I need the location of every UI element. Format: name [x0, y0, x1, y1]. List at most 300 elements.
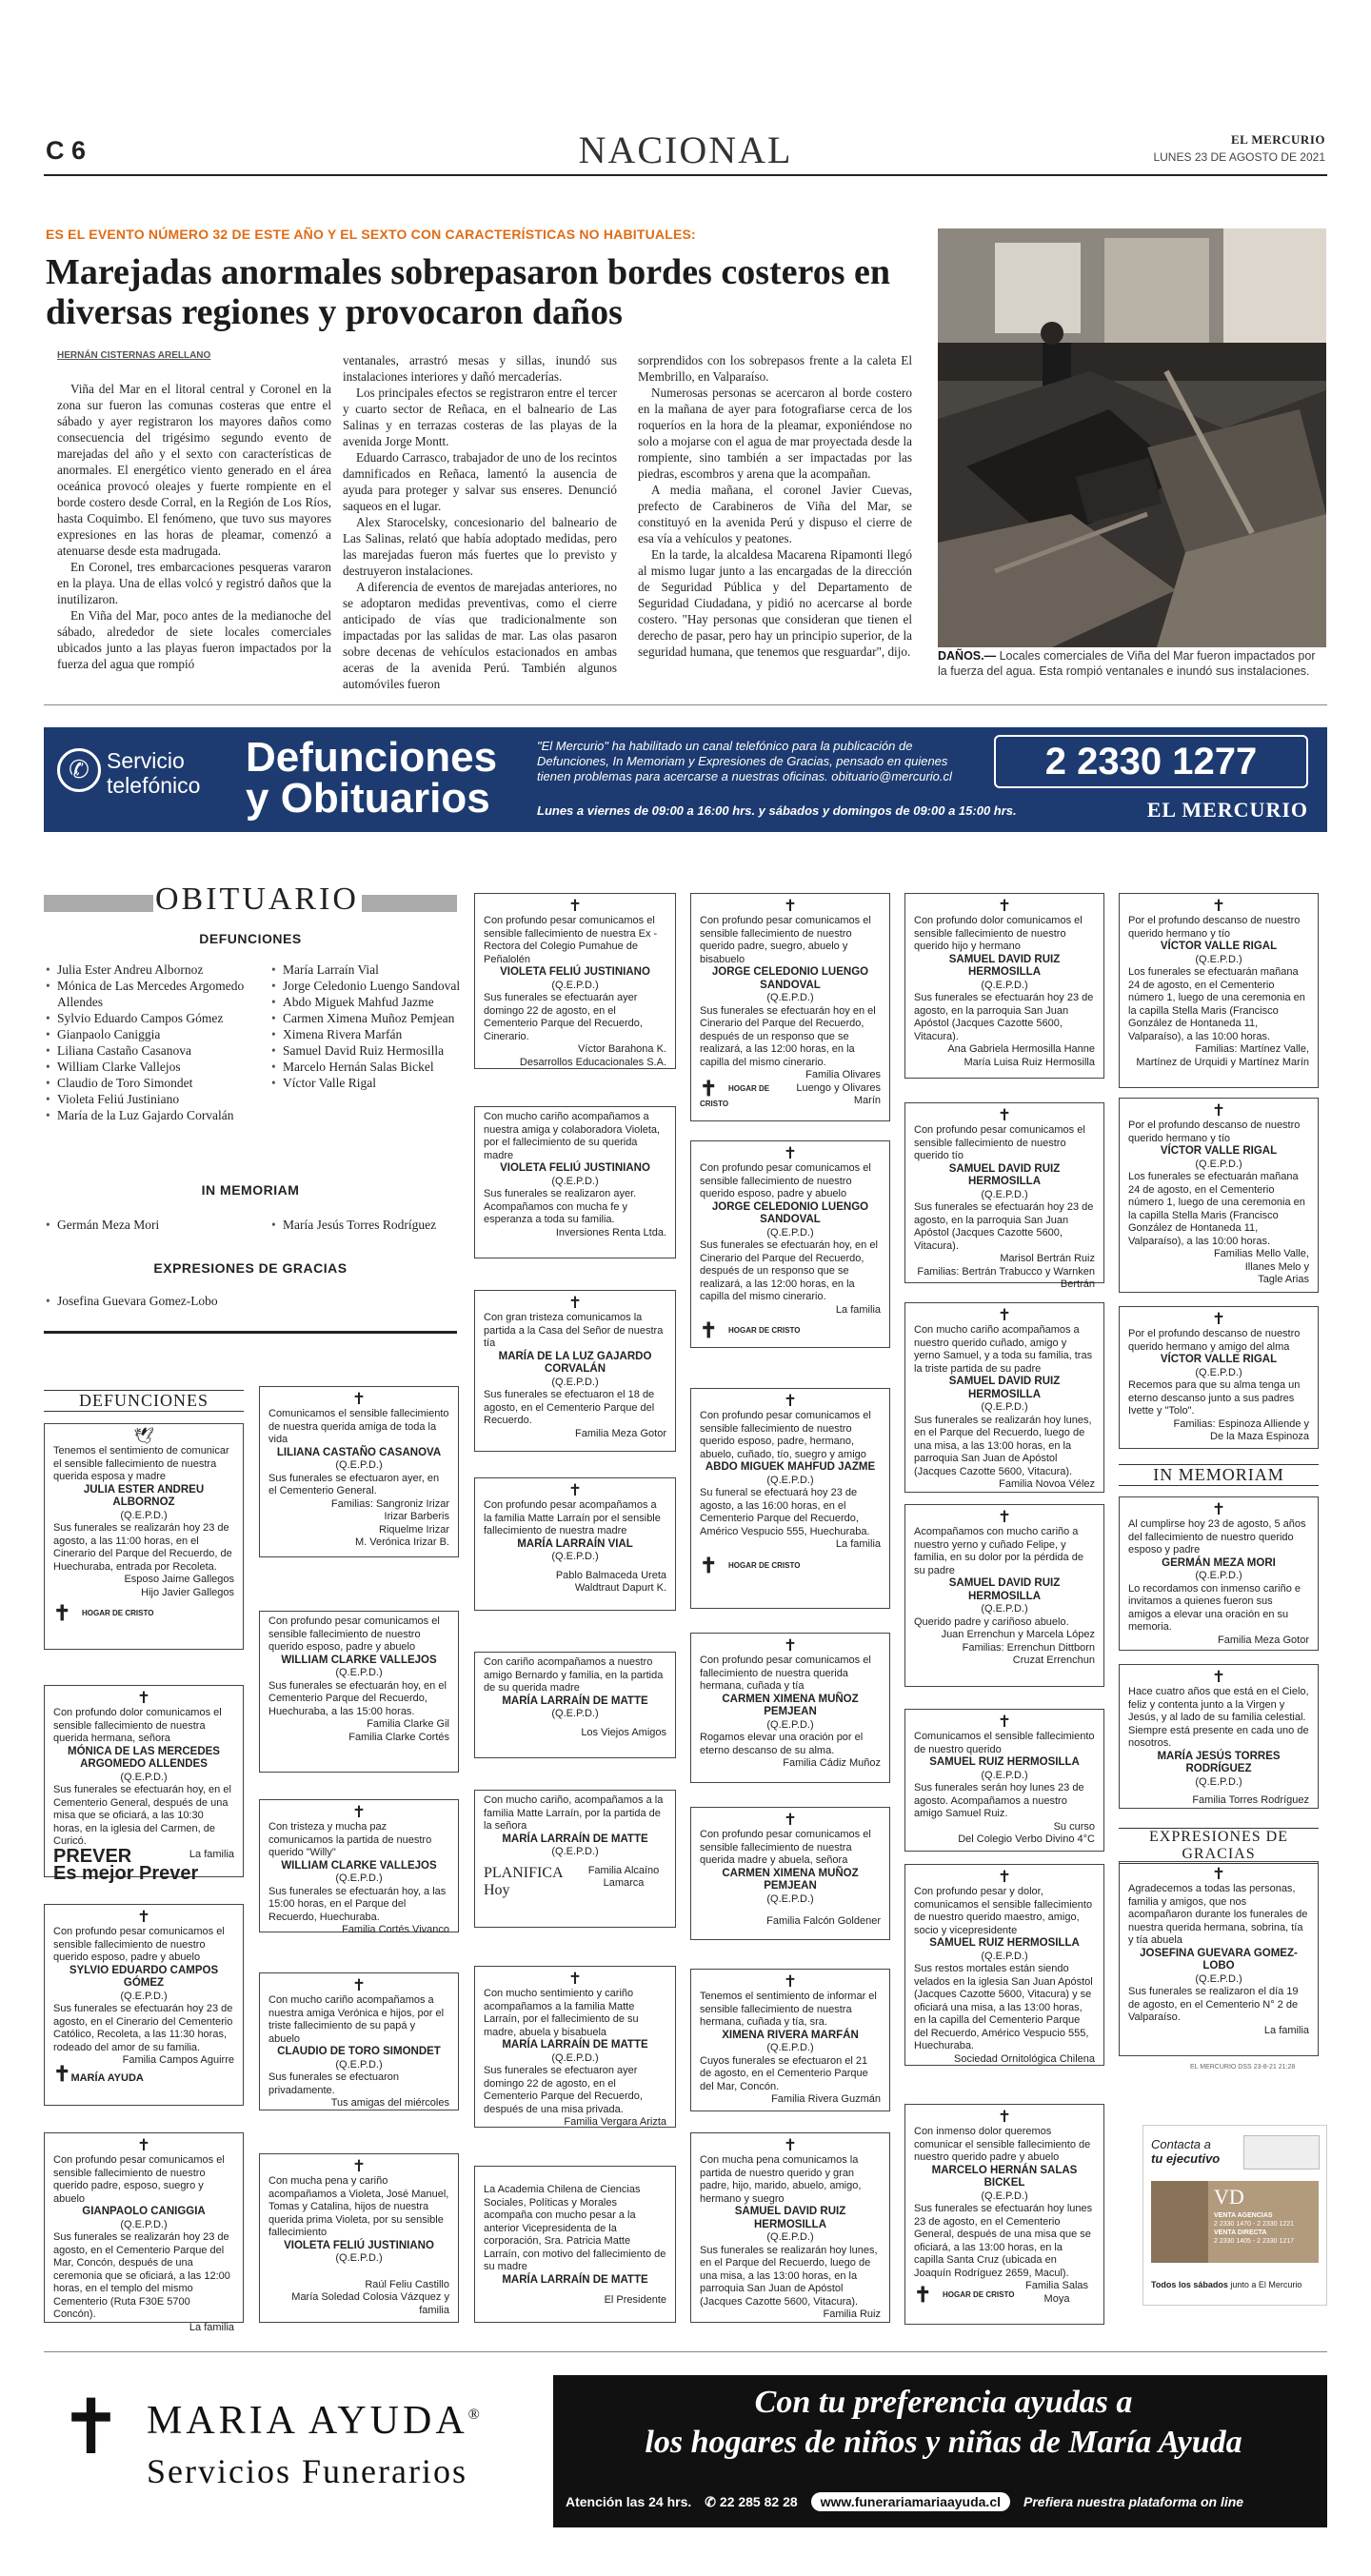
notice-qepd: (Q.E.P.D.): [1195, 1158, 1242, 1170]
notice-body: Los funerales se efectuarán mañana 24 de agosto, en el Cementerio número 1, luego de una ceremonia en la capilla Stella Maris (Francisco González de Hontaneda 11, Valparaíso), a las 10:00 horas.: [1128, 1171, 1305, 1247]
notice-qepd: (Q.E.P.D.): [335, 1459, 383, 1471]
article-photo: [938, 228, 1326, 647]
notice-qepd: (Q.E.P.D.): [1195, 1570, 1242, 1581]
notice-signature: Familia Olivares Luengo y Olivares Marín: [796, 1069, 881, 1106]
article-kicker: ES EL EVENTO NÚMERO 32 DE ESTE AÑO Y EL SEXTO CON CARACTERÍSTICAS NO HABITUALES:: [46, 227, 696, 242]
notice-body: Sus funerales se efectuaron ayer domingo 22 de agosto, en el Cementerio Parque del Recuerdo, después de una misa privada.: [484, 2065, 643, 2115]
notice-name: MARÍA JESÚS TORRES RODRÍGUEZ: [1157, 1750, 1281, 1774]
notice-signature: La familia: [835, 1303, 881, 1316]
obituary-notice: [690, 1388, 890, 1609]
notice-footer: [700, 1069, 881, 1108]
notice-body: Sus funerales se efectuarán hoy, a las 15:00 horas, en el Parque del Recuerdo, Huechuraba.: [268, 1885, 447, 1923]
obituary-notice: [1119, 1861, 1319, 2056]
hogar-de-cristo-icon: ✝: [700, 1553, 718, 1577]
notice-qepd: (Q.E.P.D.): [981, 1603, 1028, 1615]
article-column-1: [57, 381, 331, 672]
maria-ayuda-advertisement[interactable]: [44, 2375, 1327, 2527]
notice-intro: Con profundo pesar y dolor, comunicamos el sensible fallecimiento de nuestro querido maestro, amigo, socio y vicepresidente: [914, 1886, 1093, 1936]
obituary-notice: [474, 1477, 676, 1611]
logo-text: HOGAR DE CRISTO: [728, 1560, 801, 1570]
banner-logo: EL MERCURIO: [1146, 798, 1308, 822]
notice-qepd: (Q.E.P.D.): [766, 1226, 814, 1238]
notice-signature: Familia Meza Gotor: [1218, 1634, 1309, 1646]
obituary-notice: [474, 1290, 676, 1452]
index-gracias-heading: EXPRESIONES DE GRACIAS: [153, 1260, 348, 1276]
logo-text: HOGAR DE CRISTO: [728, 1326, 801, 1336]
notice-name: CARMEN XIMENA MUÑOZ PEMJEAN: [722, 1867, 859, 1892]
notice-qepd: (Q.E.P.D.): [766, 1892, 814, 1905]
cross-icon: ✝: [997, 1306, 1012, 1324]
divider: [44, 704, 1327, 705]
obituary-notice: [44, 1423, 244, 1650]
list-item: • Julia Ester Andreu Albornoz: [46, 961, 250, 978]
masthead-brand: EL MERCURIO: [1230, 132, 1325, 147]
notice-qepd: (Q.E.P.D.): [766, 2231, 814, 2243]
notice-intro: Comunicamos el sensible fallecimiento de nuestro querido: [914, 1731, 1095, 1755]
cross-icon: ✝: [783, 1972, 798, 1991]
notice-body: Sus funerales se realizaron ayer. Acompañamos con mucha fe y esperanza a toda su familia.: [484, 1188, 637, 1225]
notice-name: SAMUEL DAVID RUIZ HERMOSILLA: [948, 1376, 1061, 1400]
cross-icon: ✝: [1211, 1101, 1226, 1120]
notice-intro: Con tristeza y mucha paz comunicamos la partida de nuestro querido "Willy": [268, 1821, 432, 1858]
logo-text: HOGAR DE CRISTO: [82, 1609, 154, 1618]
notice-intro: Con profundo pesar comunicamos el sensible fallecimiento de nuestro querido tío: [914, 1124, 1085, 1161]
photo-caption: [938, 648, 1326, 679]
notice-name: WILLIAM CLARKE VALLEJOS: [281, 1654, 437, 1666]
notice-signature: Familia Campos Aguirre: [122, 2054, 234, 2066]
notice-signature: Familias: Espinoza Alliende y De la Maza Espinoza: [1173, 1417, 1309, 1442]
notice-intro: Con mucho cariño, acompañamos a la familia Matte Larraín, por la partida de la señora: [484, 1794, 664, 1832]
notice-signature: Familia Torres Rodríguez: [1192, 1794, 1309, 1806]
notice-signature: La familia: [189, 2321, 234, 2333]
list-item: • Claudio de Toro Simondet: [46, 1075, 250, 1091]
notice-body: Lo recordamos con inmenso cariño e invitamos a quienes fueron sus amigos a elevar una oración en su memoria.: [1128, 1582, 1301, 1633]
paragraph: Viña del Mar en el litoral central y Coronel en la zona sur fueron las comunas costeras que entre el sábado y ayer registraron los mayores daños como consecuencia del trigésimo segundo evento de marejadas del año y el sexto con características de anormales. El energético viento generado en el área oceánica provocó oleajes y fuerte rompiente en el borde costero desde Corral, en la Región de Los Ríos, hasta Coquimbo. El fenómeno, que tuvo sus mayores expresiones en las horas de pleamar, comenzó a atenuarse desde esta madrugada.: [57, 382, 331, 558]
cross-icon: ✝: [783, 897, 798, 915]
list-item: • Víctor Valle Rigal: [271, 1075, 462, 1091]
index-defunciones-left: [46, 961, 250, 1123]
notice-qepd: (Q.E.P.D.): [335, 2058, 383, 2071]
index-defunciones-heading: DEFUNCIONES: [199, 931, 302, 946]
notice-name: VÍCTOR VALLE RIGAL: [1160, 1354, 1278, 1365]
notice-qepd: (Q.E.P.D.): [981, 1188, 1028, 1200]
page-number: C 6: [46, 136, 87, 165]
logo-text: HOGAR DE CRISTO: [700, 1083, 770, 1108]
notice-name: XIMENA RIVERA MARFÁN: [722, 2029, 859, 2041]
notice-signature: Familias Mello Valle, Illanes Melo y Tagle Arias: [1213, 1248, 1309, 1285]
notice-name: JORGE CELEDONIO LUENGO SANDOVAL: [711, 966, 869, 991]
list-item: • Josefina Guevara Gomez-Lobo: [46, 1293, 331, 1309]
notice-intro: Con profundo pesar comunicamos el sensible fallecimiento de nuestra querida madre y abuela, señora: [700, 1829, 871, 1866]
footer-website-link[interactable]: www.funerariamariaayuda.cl: [811, 2492, 1010, 2511]
notice-signature: Familia Clarke Gil Familia Clarke Cortés: [348, 1718, 449, 1743]
maria-ayuda-cross-icon: ✝: [53, 2061, 71, 2086]
notice-signature: Familia Alcaíno Lamarca: [587, 1864, 660, 1889]
obituary-notice: [690, 1140, 890, 1348]
divider: [44, 2351, 1327, 2352]
list-item: • Liliana Castaño Casanova: [46, 1042, 250, 1059]
index-memoriam-right: [271, 1217, 462, 1233]
cross-icon: ✝: [997, 1868, 1012, 1886]
notice-signature: La familia: [189, 1848, 234, 1860]
obituary-title: OBITUARIO: [155, 882, 359, 917]
notice-qepd: (Q.E.P.D.): [981, 1950, 1028, 1962]
cross-icon: ✝: [783, 2136, 798, 2154]
title-bar-left: [44, 895, 153, 912]
ad-heading: [1151, 2137, 1220, 2166]
notice-name: SAMUEL DAVID RUIZ HERMOSILLA: [948, 953, 1061, 978]
obituary-notice: [474, 893, 676, 1069]
notice-qepd: (Q.E.P.D.): [335, 1667, 383, 1678]
notice-signature: Juan Errenchun y Marcela López Familias: Errenchun Dittborn Cruzat Errenchun: [941, 1629, 1095, 1666]
notice-name: MARÍA LARRAÍN DE MATTE: [502, 2039, 648, 2051]
notice-name: CLAUDIO DE TORO SIMONDET: [277, 2046, 441, 2057]
cross-icon: ✝: [351, 2157, 367, 2175]
notice-signature: Raúl Feliu Castillo María Soledad Colosia Vázquez y familia: [291, 2278, 449, 2316]
notice-body: Rogamos elevar una oración por el eterno descanso de su alma.: [700, 1732, 864, 1756]
notice-qepd: (Q.E.P.D.): [551, 1708, 599, 1719]
article-column-2: [343, 352, 617, 692]
notice-body: Sus funerales se realizarán hoy 23 de agosto, a las 11:00 horas, en el Cinerario del Parque del Recuerdo, de Huechuraba, entrada por Recoleta.: [53, 1522, 232, 1573]
defunciones-heading: DEFUNCIONES: [44, 1390, 244, 1412]
cross-icon: ✝: [783, 1636, 798, 1655]
section-title: NACIONAL: [578, 129, 793, 171]
notice-qepd: (Q.E.P.D.): [981, 1401, 1028, 1413]
cross-icon: ✝: [567, 897, 583, 915]
notice-signature: Esposo Jaime Gallegos Hijo Javier Gallegos: [124, 1574, 234, 1598]
obituary-notice: [690, 2132, 890, 2323]
notice-signature: Familia Ruiz: [823, 2308, 881, 2320]
index-defunciones-right: [271, 961, 462, 1091]
paragraph: Eduardo Carrasco, trabajador de uno de los recintos damnificados en Reñaca, lamentó la ausencia de ayuda para proteger y salvar sus enseres. Denunció saqueos en el lugar.: [343, 450, 617, 513]
notice-intro: Al cumplirse hoy 23 de agosto, 5 años del fallecimiento de nuestro querido esposo y padre: [1128, 1518, 1306, 1556]
obituary-notice: [1119, 1664, 1319, 1809]
notice-qepd: (Q.E.P.D.): [981, 2190, 1028, 2202]
notice-signature: La familia: [1263, 2024, 1309, 2036]
notice-intro: Con mucho sentimiento y cariño acompañamos a la familia Matte Larraín, por el fallecimiento de su madre, abuela y bisabuela: [484, 1988, 639, 2038]
obituary-notice: [1119, 1098, 1319, 1293]
notice-name: SAMUEL RUIZ HERMOSILLA: [929, 1937, 1080, 1949]
index-bottom-rule: [44, 1331, 457, 1334]
notice-qepd: (Q.E.P.D.): [981, 979, 1028, 991]
damaged-storefront-image: [938, 228, 1326, 647]
notice-body: Sus restos mortales están siendo velados en la iglesia San Juan Apóstol (Jacques Cazotte 5600, Vitacura) y se oficiará una misa, a las 13:00 horas, en la capilla del Cementerio Parque del Recuerdo, Américo Vespucio 555, Huechuraba.: [914, 1963, 1093, 2051]
notice-body: Sus funerales se realizaron el día 19 de agosto, en el Cementerio N° 2 de Valparaíso.: [1128, 1986, 1299, 2023]
footer-phone[interactable]: ✆ 22 285 82 28: [705, 2493, 798, 2509]
notice-signature: Marisol Bertrán Ruiz Familias: Bertrán Trabucco y Warnken Bertrán: [917, 1253, 1095, 1290]
notice-name: VIOLETA FELIÚ JUSTINIANO: [284, 2239, 434, 2251]
obituary-notice: [1119, 1496, 1319, 1651]
notice-body: Los funerales se efectuarán mañana 24 de agosto, en el Cementerio número 1, luego de una ceremonia en la capilla Stella Maris (Francisco González de Hontaneda 11, Valparaíso), a las 10:00 horas.: [1128, 966, 1305, 1042]
notice-name: VÍCTOR VALLE RIGAL: [1160, 941, 1278, 952]
list-item: • Mónica de Las Mercedes Argomedo Allendes: [46, 978, 250, 1010]
notice-name: SAMUEL DAVID RUIZ HERMOSILLA: [948, 1577, 1061, 1602]
notice-signature: Familia Cortés Vivanco: [342, 1924, 449, 1935]
obituary-notice: [904, 1864, 1104, 2066]
brand-text: MARIA AYUDA: [147, 2399, 468, 2443]
ad-footer: [1151, 2280, 1301, 2289]
notice-intro: Con profundo pesar acompañamos a la familia Matte Larraín por el sensible fallecimiento de nuestra madre: [484, 1499, 661, 1536]
notice-body: Sus funerales se efectuarán hoy 23 de agosto, en la parroquia San Juan Apóstol (Jacques Cazotte 5600, Vitacura).: [914, 1201, 1094, 1252]
notice-body: Sus funerales se realizarán hoy lunes, en el Parque del Recuerdo, luego de una misa, a las 13:00 horas, en la parroquia San Juan de Apóstol (Jacques Cazotte 5600, Vitacura).: [914, 1414, 1092, 1477]
hogar-de-cristo-icon: ✝: [700, 1076, 718, 1100]
notice-name: JOSEFINA GUEVARA GOMEZ-LOBO: [1140, 1947, 1298, 1972]
notice-name: MARÍA LARRAÍN DE MATTE: [502, 2273, 648, 2286]
cross-icon: ✝: [783, 1144, 798, 1162]
notice-name: VIOLETA FELIÚ JUSTINIANO: [500, 1162, 650, 1174]
obituary-notice: [44, 1904, 244, 2106]
paragraph: A media mañana, el coronel Javier Cuevas, prefecto de Carabineros de Viña del Mar, se constituyó en la avenida Perú y dispuso el cierre de esa vía a vehículos y peatones.: [638, 483, 912, 545]
notice-signature: Familia Rivera Guzmán: [771, 2093, 881, 2105]
newspaper-thumbnail-icon: [1243, 2135, 1320, 2170]
notice-name: GIANPAOLO CANIGGIA: [82, 2206, 206, 2217]
crucifix-icon: ✝: [59, 2387, 124, 2470]
obituary-notice: [259, 2153, 459, 2323]
ad-phone-label: VENTA DIRECTA: [1214, 2229, 1267, 2236]
obituary-notice: [259, 1799, 459, 1935]
notice-intro: Con profundo pesar comunicamos el sensible fallecimiento de nuestro querido esposo, padre y abuelo: [700, 1162, 871, 1199]
notice-footer: [484, 1865, 666, 1899]
notice-signature: Su curso Del Colegio Verbo Divino 4°C: [958, 1820, 1095, 1845]
cross-icon: ✝: [351, 1390, 367, 1408]
index-memoriam-left: [46, 1217, 250, 1233]
ad-phone-number: 2 2330 1405 - 2 2330 1217: [1214, 2238, 1295, 2245]
notice-qepd: (Q.E.P.D.): [120, 1771, 168, 1783]
list-item: • Germán Meza Mori: [46, 1217, 250, 1233]
notice-intro: Agradecemos a todas las personas, familia y amigos, que nos acompañaron durante los funerales de nuestra querida hermana, sobrina, tía y tía abuela: [1128, 1883, 1308, 1946]
notice-intro: Con inmenso dolor queremos comunicar el sensible fallecimiento de nuestro querido padre y abuelo: [914, 2126, 1091, 2163]
obituary-notice: [1119, 1306, 1319, 1449]
obituary-notice: [474, 2166, 676, 2323]
notice-signature: La familia: [835, 1538, 881, 1550]
hogar-de-cristo-logo: [700, 1076, 795, 1108]
print-code: EL MERCURIO DSS 23-8-21 21:28: [1190, 2064, 1296, 2071]
caption-text: Locales comerciales de Viña del Mar fueron impactados por la fuerza del agua. Esta rompió ventanales e inundó sus instalaciones.: [938, 649, 1316, 678]
footer-online-note: Prefiera nuestra plataforma on line: [1023, 2494, 1244, 2509]
obituary-notice: [904, 2104, 1104, 2325]
notice-intro: La Academia Chilena de Ciencias Sociales, Políticas y Morales acompaña con mucho pesar a la anterior Vicepresidenta de la corporación, Sra. Patricia Matte Larraín, con motivo del fallecimiento de su madre: [484, 2184, 666, 2272]
cross-icon: ✝: [1211, 1500, 1226, 1518]
notice-footer: [914, 2280, 1095, 2306]
notice-body: Sus funerales se efectuarán hoy, en el Cementerio Parque del Recuerdo, Huechuraba, a las 15:00 horas.: [268, 1679, 447, 1717]
list-item: • Carmen Ximena Muñoz Pemjean: [271, 1010, 462, 1026]
footer-contact-bar: [566, 2487, 1318, 2516]
banner-service-label: Servicio telefónico: [107, 748, 201, 798]
notice-qepd: (Q.E.P.D.): [551, 1376, 599, 1388]
banner-title: Defunciones y Obituarios: [246, 734, 498, 822]
notice-intro: Por el profundo descanso de nuestro querido hermano y tío: [1128, 915, 1301, 940]
cross-icon: ✝: [997, 2108, 1012, 2126]
notice-qepd: (Q.E.P.D.): [335, 1873, 383, 1884]
index-memoriam-heading: IN MEMORIAM: [201, 1182, 300, 1198]
notice-intro: Comunicamos el sensible fallecimiento de nuestra querida amiga de toda la vida: [268, 1408, 449, 1445]
notice-body: Sus funerales serán hoy lunes 23 de agosto. Acompañamos a nuestro amigo Samuel Ruiz.: [914, 1782, 1084, 1819]
notice-signature: Familia Salas Moya: [1024, 2280, 1089, 2305]
hogar-de-cristo-icon: ✝: [53, 1601, 71, 1625]
notice-name: SYLVIO EDUARDO CAMPOS GÓMEZ: [69, 1964, 219, 1989]
notice-name: MARÍA LARRAÍN VIAL: [517, 1537, 633, 1550]
list-item: • Ximena Rivera Marfán: [271, 1026, 462, 1042]
caption-lead: DAÑOS.—: [938, 649, 997, 663]
notice-qepd: (Q.E.P.D.): [981, 1769, 1028, 1781]
notice-intro: Con mucha pena comunicamos la partida de nuestro querido y gran padre, hijo, marido, abuelo, amigo, hermano y suegro: [700, 2154, 862, 2205]
notice-intro: Con mucho cariño acompañamos a nuestra amiga y colaboradora Violeta, por el fallecimiento de su querida madre: [484, 1111, 661, 1161]
notice-body: Sus funerales se efectuaron ayer, en el Cementerio General.: [268, 1472, 440, 1496]
hogar-de-cristo-logo: [700, 1320, 881, 1341]
notice-qepd: (Q.E.P.D.): [551, 1846, 599, 1857]
banner-phone-number: 2 2330 1277: [994, 735, 1308, 788]
list-item: • Marcelo Hernán Salas Bickel: [271, 1059, 462, 1075]
obituary-notice: [690, 1633, 890, 1783]
maria-ayuda-logo: [53, 2061, 234, 2086]
notice-body: Sus funerales se efectuaron el 18 de agosto, en el Cementerio Parque del Recuerdo.: [484, 1389, 655, 1426]
notice-body: Sus funerales se efectuarán hoy en el Cinerario del Parque del Recuerdo, después de un responso que se realizará, a las 12:00 horas, en la capilla del mismo cinerario.: [700, 1004, 876, 1068]
notice-intro: Con profundo pesar comunicamos el sensible fallecimiento de nuestro querido esposo, padre y abuelo: [53, 1926, 225, 1963]
notice-qepd: (Q.E.P.D.): [766, 1718, 814, 1731]
ad-photo: [1151, 2181, 1319, 2263]
gracias-heading: EXPRESIONES DE GRACIAS: [1119, 1828, 1319, 1864]
notice-qepd: (Q.E.P.D.): [120, 1990, 168, 2002]
dove-icon: 🕊: [133, 1427, 154, 1445]
paragraph: ventanales, arrastró mesas y sillas, inundó sus instalaciones interiores y dañó mercaderías.: [343, 353, 617, 384]
notice-qepd: (Q.E.P.D.): [1195, 1775, 1242, 1788]
cross-icon: ✝: [567, 1481, 583, 1499]
paragraph: En la tarde, la alcaldesa Macarena Ripamonti llegó al mismo lugar junto a las encargadas de la dirección de Seguridad Pública y del Departamento de Seguridad Ciudadana, y pidió no acercarse al borde costero. "Hay personas que consideran que tienen el derecho de pasar, pero hay un principio superior, de la seguridad humana, que tenemos que resguardar", dijo.: [638, 547, 912, 659]
banner-description: "El Mercurio" ha habilitado un canal telefónico para la publicación de Defunciones, In Memoriam y Expresiones de Gracias, pensado en quienes tienen problemas para acercarse a nuestras oficinas. obituario@mercurio.cl: [537, 739, 952, 783]
notice-body: Sus funerales se efectuarán ayer domingo 22 de agosto, en el Cementerio Parque del Recuerdo, Cinerario.: [484, 992, 643, 1042]
issue-date: LUNES 23 DE AGOSTO DE 2021: [1153, 150, 1325, 164]
registered-mark: ®: [467, 2407, 484, 2423]
cross-icon: ✝: [783, 1392, 798, 1410]
notice-name: MARÍA DE LA LUZ GAJARDO CORVALÁN: [498, 1350, 652, 1375]
cross-icon: ✝: [997, 1106, 1012, 1124]
notice-signature: Los Viejos Amigos: [581, 1726, 666, 1738]
notice-signature: Familia Meza Gotor: [575, 1427, 666, 1439]
obituary-notice: [904, 1302, 1104, 1493]
notice-intro: Hace cuatro años que está en el Cielo, feliz y contenta junto a la Virgen y Jesús, y al lado de su familia celestial. Siempre está presente en cada uno de nosotros.: [1128, 1686, 1309, 1749]
paragraph: Alex Starocelsky, concesionario del balneario de Las Salinas, relató que había adoptado medidas, pero las marejadas fueron más fuertes que lo previsto y destruyeron instalaciones.: [343, 515, 617, 578]
obituary-notice: [904, 1504, 1104, 1687]
paragraph: Numerosas personas se acercaron al borde costero en la mañana de ayer para fotografiarse cerca de los roqueríos en la hora de la pleamar, exponiéndose no solo a mojarse con el agua de mar proyectada desde la rompiente, sino también a ser impactadas por las piedras, escombros y arena que la acompañan.: [638, 386, 912, 481]
notice-signature: Familia Vergara Arizta: [564, 2116, 666, 2128]
masthead-rule: [44, 174, 1327, 176]
cross-icon: ✝: [567, 1294, 583, 1312]
notice-name: ABDO MIGUEK MAHFUD JAZME: [705, 1461, 876, 1473]
notice-qepd: (Q.E.P.D.): [551, 2051, 599, 2064]
notice-intro: Por el profundo descanso de nuestro querido hermano y tío: [1128, 1120, 1301, 1144]
notice-name: CARMEN XIMENA MUÑOZ PEMJEAN: [722, 1693, 859, 1717]
notice-name: MARCELO HERNÁN SALAS BICKEL: [931, 2164, 1078, 2189]
notice-signature: Inversiones Renta Ltda.: [555, 1226, 666, 1238]
list-item: • María Larraín Vial: [271, 961, 462, 978]
notice-qepd: (Q.E.P.D.): [335, 2252, 383, 2264]
obituary-notice: [690, 1807, 890, 1940]
notice-body: Sus funerales se efectuarán hoy, en el Cementerio General, después de una misa que se oficiará, a las 10:30 horas, en la iglesia del Carmen, de Curicó.: [53, 1784, 231, 1847]
obituary-notice: [474, 1106, 676, 1258]
index-gracias-list: [46, 1293, 331, 1309]
list-item: • Samuel David Ruiz Hermosilla: [271, 1042, 462, 1059]
notice-body: Cuyos funerales se efectuaron el 21 de agosto, en el Cementerio Parque del Mar, Concón.: [700, 2054, 868, 2092]
notice-signature: Familias: Martínez Valle, Martínez de Urquidi y Martínez Marín: [1136, 1043, 1309, 1068]
list-item: • Jorge Celedonio Luengo Sandoval: [271, 978, 462, 994]
notice-name: MARÍA LARRAÍN DE MATTE: [502, 1694, 648, 1707]
notice-body: Sus funerales se efectuarán hoy lunes 23 de agosto, en el Cementerio General, después de una misa que se oficiará, a las 13:00 horas, en la capilla Santa Cruz (ubicada en Joaquín Rodríguez 2659, Macul).: [914, 2203, 1093, 2279]
notice-qepd: (Q.E.P.D.): [120, 1509, 168, 1521]
contact-advertisement[interactable]: [1142, 2125, 1327, 2306]
ad-line: tu ejecutivo: [1151, 2151, 1221, 2166]
cross-icon: ✝: [997, 1713, 1012, 1731]
notice-intro: Con profundo dolor comunicamos el sensible fallecimiento de nuestro querido hijo y hermano: [914, 915, 1083, 952]
planifica-logo: PLANIFICA Hoy: [484, 1864, 564, 1898]
notice-qepd: (Q.E.P.D.): [1195, 1366, 1242, 1378]
notice-intro: Con mucho cariño acompañamos a nuestro querido cuñado, amigo y yerno Samuel, y a toda su familia, tras la triste partida de su padre: [914, 1324, 1093, 1375]
notice-name: SAMUEL RUIZ HERMOSILLA: [929, 1756, 1080, 1768]
notice-qepd: (Q.E.P.D.): [1195, 953, 1242, 965]
list-item: • Sylvio Eduardo Campos Gómez: [46, 1010, 250, 1026]
logo-text: MARÍA AYUDA: [70, 2071, 144, 2084]
notice-qepd: (Q.E.P.D.): [766, 2042, 814, 2053]
notice-intro: Acompañamos con mucho cariño a nuestro yerno y cuñado Felipe, y familia, en su dolor por la pérdida de su padre: [914, 1526, 1083, 1576]
ad-photo-shade: [1151, 2181, 1208, 2263]
ad-footer-bold: Todos los sábados: [1151, 2280, 1228, 2289]
cross-icon: ✝: [567, 1970, 583, 1988]
footer-subtitle: Servicios Funerarios: [147, 2452, 467, 2490]
notice-body: Sus funerales se efectuaron privadamente.: [268, 2071, 399, 2096]
notice-intro: Con profundo pesar comunicamos el sensible fallecimiento de nuestro querido padre, esposo, suegro y abuelo: [53, 2154, 225, 2205]
cross-icon: ✝: [997, 897, 1012, 915]
notice-intro: Con profundo pesar comunicamos el sensible fallecimiento de nuestro querido padre, suegro, abuelo y bisabuelo: [700, 915, 871, 965]
photo-credit: AGENCIA UNO: [940, 544, 946, 590]
notice-body: Sus funerales se efectuarán hoy, en el Cinerario del Parque del Recuerdo, después de un responso que se realizará, a las 12:00 horas, en la capilla del mismo cinerario.: [700, 1239, 878, 1302]
notice-intro: Con profundo pesar comunicamos el sensible fallecimiento de nuestro querido esposo, padre y abuelo: [268, 1615, 440, 1653]
cross-icon: ✝: [997, 1508, 1012, 1526]
notice-name: SAMUEL DAVID RUIZ HERMOSILLA: [734, 2206, 846, 2230]
obituary-notice: [44, 2132, 244, 2333]
notice-signature: Familia Falcón Goldener: [766, 1915, 881, 1927]
obituary-notice: [690, 1969, 890, 2111]
cross-icon: ✝: [1211, 1668, 1226, 1686]
notice-intro: Con profundo dolor comunicamos el sensible fallecimiento de nuestra querida hermana, señora: [53, 1707, 222, 1744]
list-item: • Violeta Feliú Justiniano: [46, 1091, 250, 1107]
list-item: • Abdo Miguek Mahfud Jazme: [271, 994, 462, 1010]
slogan-line: Con tu preferencia ayudas a: [754, 2385, 1133, 2420]
notice-body: Sus funerales se realizarán hoy lunes, en el Parque del Recuerdo, luego de una misa, a las 13:00 horas, en la parroquia San Juan de Apóstol (Jacques Cazotte 5600, Vitacura).: [700, 2244, 878, 2308]
notice-qepd: (Q.E.P.D.): [1195, 1972, 1242, 1985]
cross-icon: ✝: [351, 1976, 367, 1994]
notice-intro: Con cariño acompañamos a nuestro amigo Bernardo y familia, en la partida de su querida madre: [484, 1656, 664, 1694]
cross-icon: ✝: [136, 2136, 151, 2154]
paragraph: sorprendidos con los sobrepasos frente a la caleta El Membrillo, en Valparaíso.: [638, 353, 912, 384]
obituary-notice: [904, 1709, 1104, 1852]
vd-logo: VD: [1214, 2185, 1244, 2209]
cross-icon: ✝: [351, 1803, 367, 1821]
title-bar-right: [362, 895, 457, 912]
article-byline: HERNÁN CISTERNAS ARELLANO: [57, 350, 211, 361]
notice-qepd: (Q.E.P.D.): [766, 992, 814, 1003]
notice-signature: Ana Gabriela Hermosilla Hanne María Luisa Ruiz Hermosilla: [947, 1043, 1095, 1068]
paragraph: En Viña del Mar, poco antes de la medianoche del sábado, alrededor de siete locales comerciales ubicados junto a las playas fueron impactados por la fuerza del agua que rompió: [57, 608, 331, 671]
phone-icon: ✆: [57, 748, 101, 792]
notice-qepd: (Q.E.P.D.): [551, 1551, 599, 1562]
paragraph: A diferencia de eventos de marejadas anteriores, no se adoptaron medidas preventivas, como el cierre anticipado de vías que tradicionalmente son impactadas por las salidas de mar. Las olas pasaron sobre decenas de vehículos estacionados en ambas aceras de la avenida Perú. También algunos automóviles fueron: [343, 580, 617, 691]
notice-intro: Con profundo pesar comunicamos el sensible fallecimiento de nuestro querido esposo, padre, hermano, abuelo, cuñado, tío, suegro y amigo: [700, 1410, 871, 1460]
notice-name: VÍCTOR VALLE RIGAL: [1160, 1145, 1278, 1157]
article-headline: Marejadas anormales sobrepasaron bordes costeros en diversas regiones y provocaron daños: [46, 252, 890, 332]
notice-name: JULIA ESTER ANDREU ALBORNOZ: [83, 1483, 205, 1508]
logo-text: HOGAR DE CRISTO: [943, 2290, 1015, 2300]
notice-name: MARÍA LARRAÍN DE MATTE: [502, 1833, 648, 1845]
paragraph: En Coronel, tres embarcaciones pesqueras vararon en la playa. Una de ellas volcó y registró daños que la inutilizaron.: [57, 560, 331, 606]
